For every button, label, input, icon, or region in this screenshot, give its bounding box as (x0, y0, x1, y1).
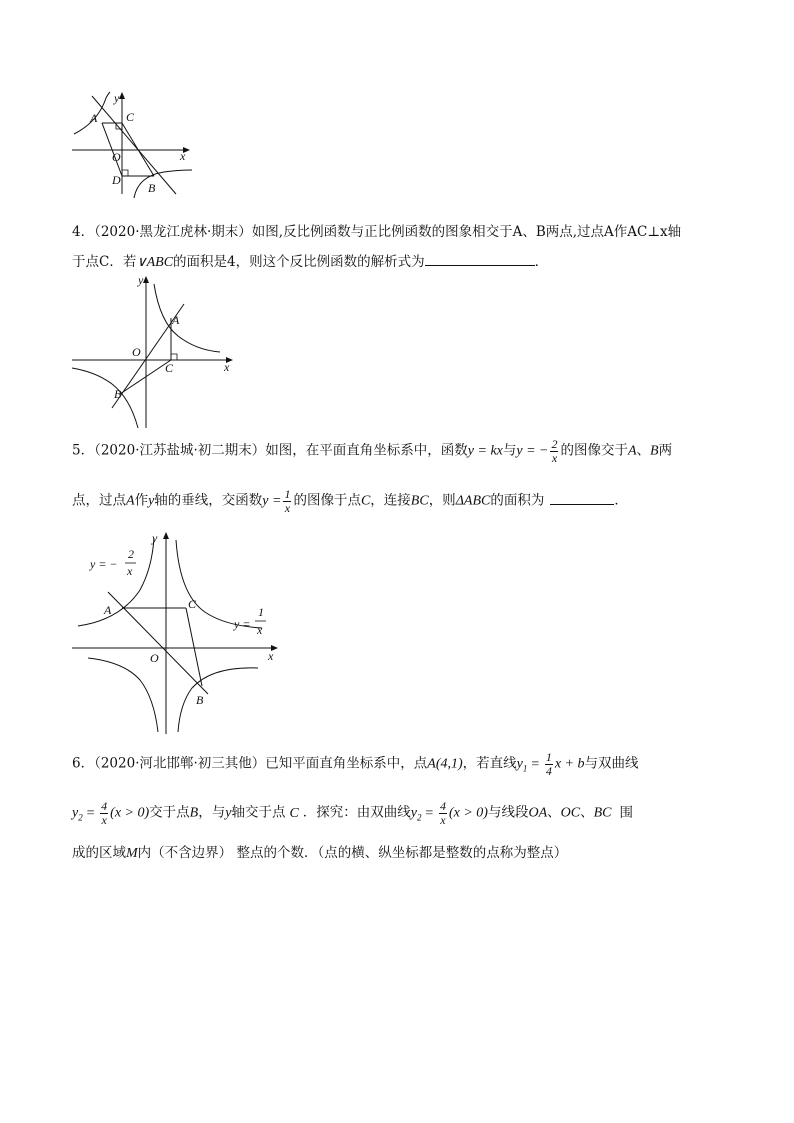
triangle-abc: ∨ABC (136, 255, 174, 270)
label-B: B (196, 693, 204, 707)
label-A: A (90, 111, 98, 125)
question-6-line-2: $y_2$ = $\frac{4}{x}$ (x > 0)交于点B，与y轴交于点 C ．探究：由双曲线$y_2$ = $\frac{4}{x}$ (x > 0)与线段OA、OC、BC 围 (72, 799, 633, 827)
label-x: x (180, 149, 186, 163)
hyperbola-third-quadrant (72, 368, 138, 428)
figure-4 (68, 272, 238, 432)
label-right-den: x (257, 623, 263, 637)
label-O: O (112, 150, 121, 164)
question-6-line-1: 6．（2020·河北邯郸·初三其他）已知平面直角坐标系中，点A(4,1)，若直线$y_1$ = $\frac{1}{4}$ x + b与双曲线 (72, 750, 639, 778)
label-x: x (268, 649, 274, 663)
formula-y-kx: y = kx (467, 443, 503, 459)
label-D: D (112, 173, 121, 187)
label-A: A (172, 313, 180, 327)
hyperbola-lower-right (134, 170, 192, 198)
label-right-eq: y = (234, 617, 251, 631)
fraction-1-over-x: $\frac{1}{x}$ (284, 487, 291, 515)
figure-5 (68, 528, 288, 738)
figure-3 (68, 90, 198, 200)
label-left-den: x (127, 564, 133, 578)
label-B: B (148, 181, 156, 195)
question-6-line-3: 成的区域M内（不含边界） 整点的个数．（点的横、纵坐标都是整数的点称为整点） (72, 845, 568, 861)
label-y: y (152, 531, 158, 545)
hyperbola-1-third-quadrant (88, 658, 158, 732)
label-left-num: 2 (128, 547, 134, 561)
y-axis-arrow (143, 276, 149, 283)
label-C: C (126, 110, 135, 124)
label-left-eq: y = − (90, 557, 118, 571)
hyperbola-1-first-quadrant (176, 540, 262, 628)
fraction-4-over-x: $\frac{4}{x}$ (101, 799, 108, 827)
label-B: B (114, 387, 122, 401)
hyperbola-neg2-second-quadrant (78, 538, 154, 626)
right-angle-mark-C (171, 354, 177, 360)
fraction-2-over-x: $\frac{2}{x}$ (551, 437, 558, 465)
label-y: y (114, 91, 120, 105)
label-C: C (165, 361, 174, 375)
question-5-line-1: 5．（2020·江苏盐城·初二期末）如图，在平面直角坐标系中，函数y = kx与y = − $\frac{2}{x}$ 的图像交于A、B两 (72, 437, 673, 465)
answer-blank-q5[interactable] (550, 490, 614, 505)
right-angle-mark-D (122, 170, 128, 176)
y-axis-arrow (163, 532, 169, 539)
question-5-line-2: 点，过点A作y轴的垂线，交函数y = $\frac{1}{x}$ 的图像于点C，连接BC，则ΔABC的面积为 ． (72, 487, 628, 515)
fraction-4-over-x-2: $\frac{4}{x}$ (439, 799, 446, 827)
question-4-source: 4．（2020·黑龙江虎林·期末） (72, 224, 252, 240)
label-O: O (150, 651, 159, 665)
label-x: x (224, 360, 230, 374)
question-4-line-1 (72, 224, 681, 240)
answer-blank-q4[interactable] (425, 251, 535, 266)
label-right-num: 1 (258, 605, 264, 619)
question-4-text-1: 如图,反比例函数与正比例函数的图象相交于A、B两点,过点A作AC⊥x轴 (251, 224, 682, 240)
fraction-1-over-4: $\frac{1}{4}$ (545, 750, 552, 778)
question-4-line-2: 于点C．若∨ABC的面积是4，则这个反比例函数的解析式为 ． (72, 251, 548, 272)
y-axis-arrow (119, 92, 125, 99)
label-y: y (138, 273, 144, 287)
label-A: A (104, 603, 112, 617)
label-O: O (132, 345, 141, 359)
label-C: C (188, 597, 197, 611)
hyperbola-neg2-fourth-quadrant (178, 668, 258, 732)
hyperbola-first-quadrant (154, 284, 220, 352)
